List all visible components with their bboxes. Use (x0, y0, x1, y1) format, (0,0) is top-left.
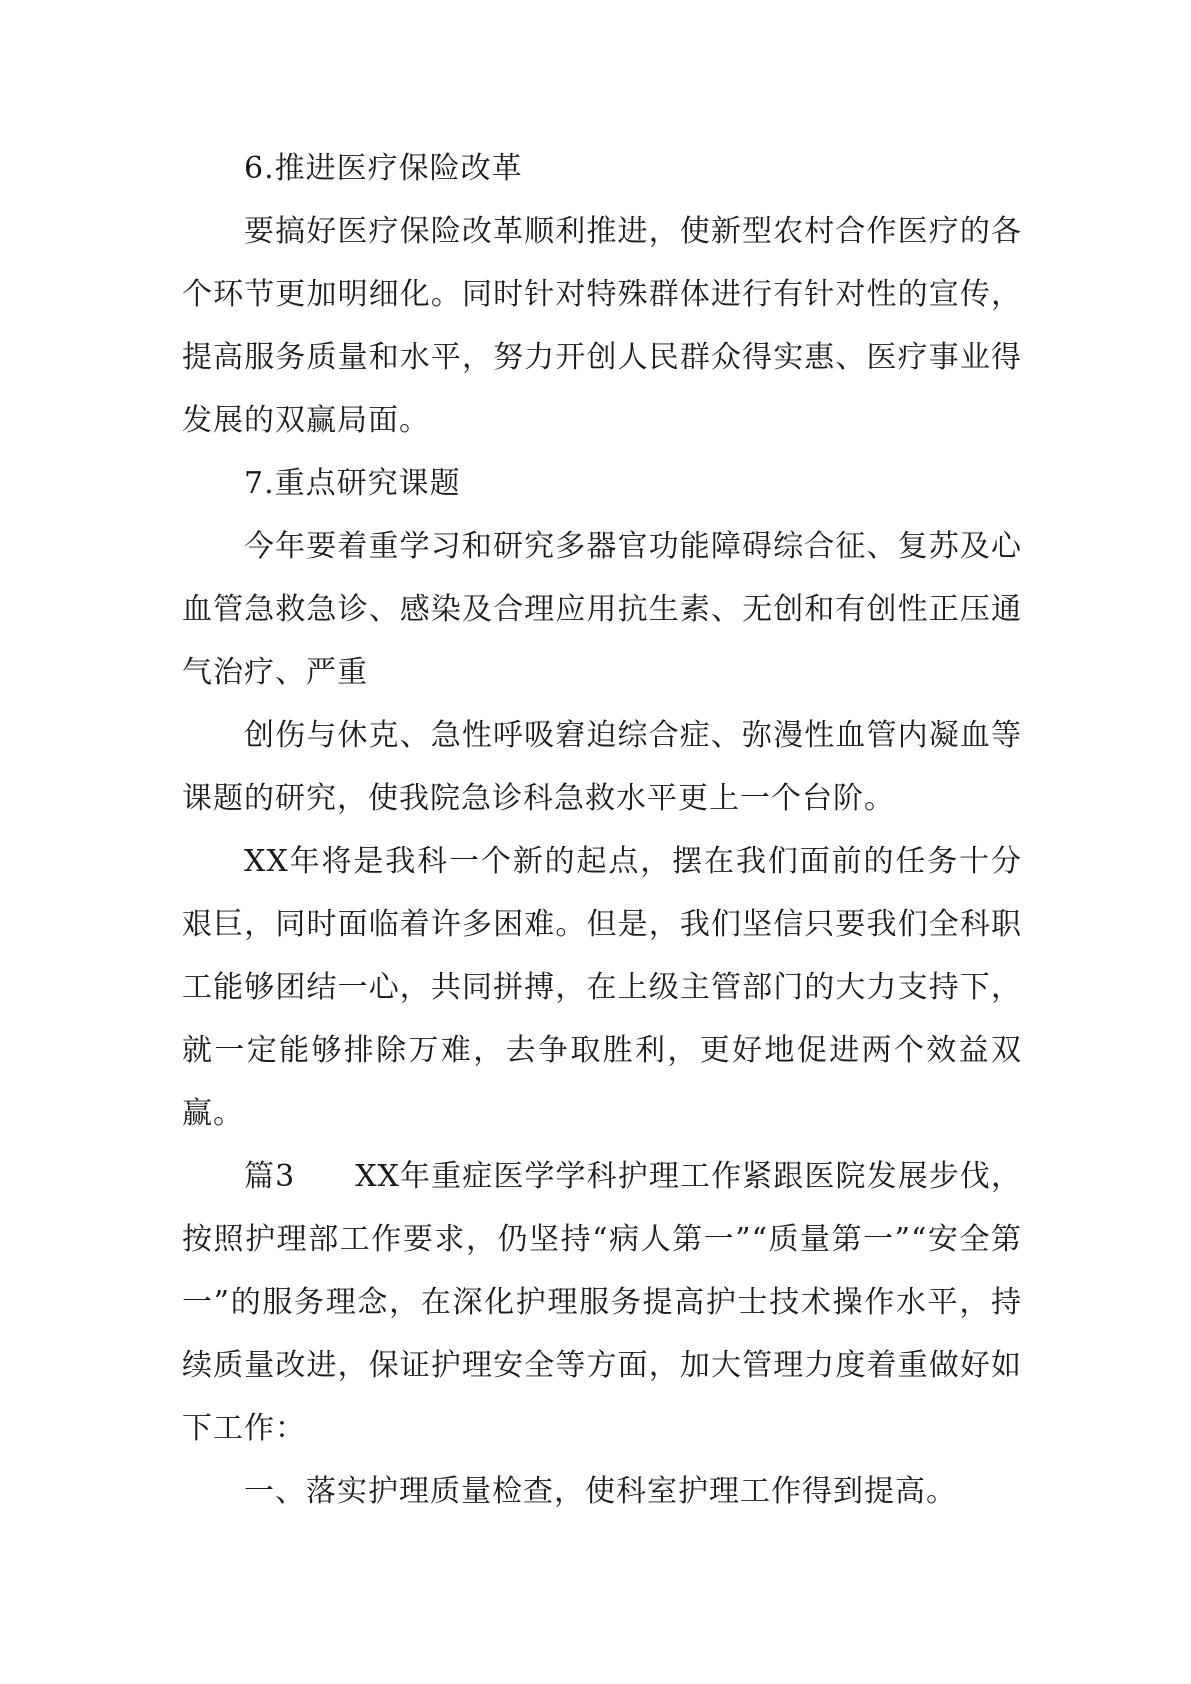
paragraph-research-topics-b: 创伤与休克、急性呼吸窘迫综合症、弥漫性血管内凝血等课题的研究，使我院急诊科急救水平更上一个台阶。 (182, 718, 1022, 816)
paragraph-insurance-reform: 要搞好医疗保险改革顺利推进，使新型农村合作医疗的各个环节更加明细化。同时针对特殊群体进行有针对性的宣传，提高服务质量和水平，努力开创人民群众得实惠、医疗事业得发展的双赢局面。 (182, 214, 1022, 438)
section-label: 篇3 (244, 1159, 296, 1194)
document-body (182, 137, 1022, 1523)
section-heading-6: 6.推进医疗保险改革 (244, 151, 523, 186)
paragraph-conclusion: XX年将是我科一个新的起点，摆在我们面前的任务十分艰巨，同时面临着许多困难。但是，我们坚信只要我们全科职工能够团结一心，共同拼搏，在上级主管部门的大力支持下，就一定能够排除万难，去争取胜利，更好地促进两个效益双赢。 (182, 844, 1022, 1131)
paragraph-research-topics-a: 今年要着重学习和研究多器官功能障碍综合征、复苏及心血管急救急诊、感染及合理应用抗生素、无创和有创性正压通气治疗、严重 (182, 529, 1022, 690)
section-heading-7: 7.重点研究课题 (244, 466, 461, 501)
section-intro-text: XX年重症医学学科护理工作紧跟医院发展步伐，按照护理部工作要求，仍坚持“病人第一”“质量第一”“安全第一”的服务理念，在深化护理服务提高护士技术操作水平，持续质量改进，保证护理安全等方面，加大管理力度着重做好如下工作： (182, 1159, 1023, 1446)
list-item-1: 一、落实护理质量检查，使科室护理工作得到提高。 (244, 1474, 957, 1509)
paragraph-section-3-intro (182, 1145, 1022, 1460)
